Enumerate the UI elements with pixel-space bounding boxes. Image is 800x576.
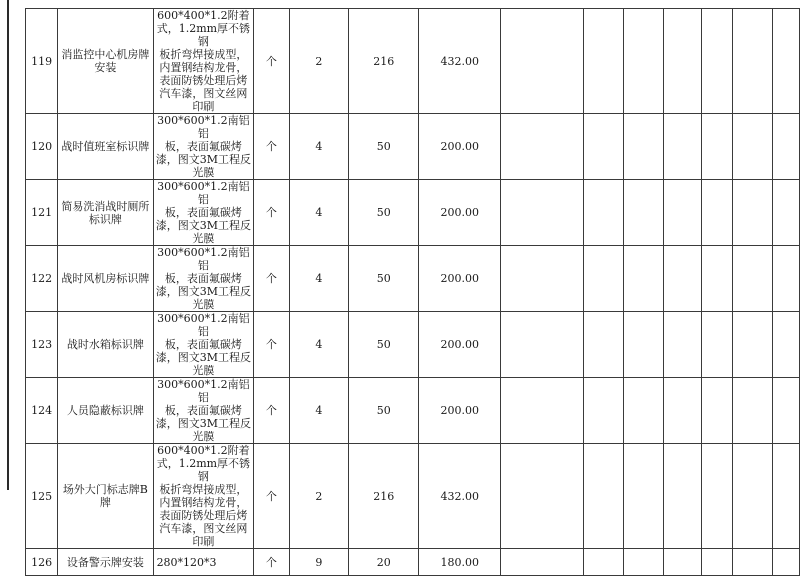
item-name: 人员隐蔽标识牌 <box>58 378 153 444</box>
empty-cell <box>772 444 799 549</box>
empty-cell <box>702 9 733 114</box>
empty-cell <box>664 549 702 576</box>
empty-cell <box>583 549 623 576</box>
row-index: 123 <box>26 312 58 378</box>
empty-cell <box>583 180 623 246</box>
empty-cell <box>732 378 772 444</box>
item-unit-price: 50 <box>349 114 419 180</box>
item-quantity: 4 <box>289 180 349 246</box>
empty-cell <box>501 312 584 378</box>
item-total: 180.00 <box>419 549 501 576</box>
row-index: 124 <box>26 378 58 444</box>
item-spec: 300*600*1.2南铝铝 板，表面氟碳烤 漆，图文3M工程反 光膜 <box>153 312 254 378</box>
row-index: 120 <box>26 114 58 180</box>
item-unit-price: 216 <box>349 9 419 114</box>
table-row <box>26 312 800 378</box>
item-total: 200.00 <box>419 378 501 444</box>
empty-cell <box>501 9 584 114</box>
empty-cell <box>732 549 772 576</box>
empty-cell <box>624 180 664 246</box>
row-index: 121 <box>26 180 58 246</box>
item-unit-price: 50 <box>349 246 419 312</box>
empty-cell <box>501 549 584 576</box>
empty-cell <box>732 246 772 312</box>
empty-cell <box>772 549 799 576</box>
empty-cell <box>664 9 702 114</box>
item-unit-price: 50 <box>349 378 419 444</box>
item-quantity: 2 <box>289 9 349 114</box>
item-unit: 个 <box>254 312 289 378</box>
empty-cell <box>702 444 733 549</box>
item-quantity: 4 <box>289 312 349 378</box>
item-spec: 280*120*3 <box>153 549 254 576</box>
item-total: 200.00 <box>419 180 501 246</box>
item-quantity: 4 <box>289 114 349 180</box>
item-unit-price: 50 <box>349 312 419 378</box>
item-total: 200.00 <box>419 312 501 378</box>
item-name: 简易洗消战时厕所标识牌 <box>58 180 153 246</box>
empty-cell <box>664 180 702 246</box>
empty-cell <box>732 9 772 114</box>
bill-of-quantities-table <box>25 8 800 576</box>
empty-cell <box>501 444 584 549</box>
empty-cell <box>772 180 799 246</box>
item-total: 432.00 <box>419 9 501 114</box>
item-total: 200.00 <box>419 246 501 312</box>
empty-cell <box>624 312 664 378</box>
item-name: 战时水箱标识牌 <box>58 312 153 378</box>
empty-cell <box>624 9 664 114</box>
item-quantity: 2 <box>289 444 349 549</box>
empty-cell <box>624 378 664 444</box>
item-spec: 300*600*1.2南铝铝 板，表面氟碳烤 漆，图文3M工程反 光膜 <box>153 180 254 246</box>
empty-cell <box>501 180 584 246</box>
empty-cell <box>702 312 733 378</box>
empty-cell <box>772 9 799 114</box>
item-spec: 600*400*1.2附着 式，1.2mm厚不锈钢 板折弯焊接成型， 内置钢结构龙骨， 表面防锈处理后烤 汽车漆，图文丝网 印刷 <box>153 9 254 114</box>
empty-cell <box>583 9 623 114</box>
item-unit: 个 <box>254 549 289 576</box>
scan-edge-line <box>7 0 9 490</box>
item-name: 设备警示牌安装 <box>58 549 153 576</box>
table-row <box>26 444 800 549</box>
item-name: 场外大门标志牌B牌 <box>58 444 153 549</box>
item-spec: 300*600*1.2南铝铝 板，表面氟碳烤 漆，图文3M工程反 光膜 <box>153 114 254 180</box>
empty-cell <box>583 378 623 444</box>
empty-cell <box>772 312 799 378</box>
item-unit: 个 <box>254 114 289 180</box>
empty-cell <box>624 444 664 549</box>
item-unit: 个 <box>254 378 289 444</box>
item-unit: 个 <box>254 9 289 114</box>
item-unit: 个 <box>254 444 289 549</box>
empty-cell <box>664 246 702 312</box>
empty-cell <box>664 378 702 444</box>
empty-cell <box>732 180 772 246</box>
item-spec: 600*400*1.2附着 式，1.2mm厚不锈钢 板折弯焊接成型， 内置钢结构龙骨， 表面防锈处理后烤 汽车漆，图文丝网 印刷 <box>153 444 254 549</box>
item-quantity: 9 <box>289 549 349 576</box>
table-row <box>26 114 800 180</box>
item-quantity: 4 <box>289 246 349 312</box>
table-row <box>26 180 800 246</box>
empty-cell <box>772 114 799 180</box>
item-total: 200.00 <box>419 114 501 180</box>
item-unit: 个 <box>254 180 289 246</box>
row-index: 126 <box>26 549 58 576</box>
item-total: 432.00 <box>419 444 501 549</box>
empty-cell <box>583 312 623 378</box>
empty-cell <box>664 444 702 549</box>
table-row <box>26 246 800 312</box>
empty-cell <box>664 114 702 180</box>
item-unit-price: 50 <box>349 180 419 246</box>
item-unit-price: 216 <box>349 444 419 549</box>
empty-cell <box>624 114 664 180</box>
empty-cell <box>583 246 623 312</box>
empty-cell <box>732 444 772 549</box>
item-name: 战时值班室标识牌 <box>58 114 153 180</box>
row-index: 125 <box>26 444 58 549</box>
item-unit-price: 20 <box>349 549 419 576</box>
row-index: 119 <box>26 9 58 114</box>
empty-cell <box>702 378 733 444</box>
empty-cell <box>772 378 799 444</box>
empty-cell <box>501 246 584 312</box>
item-name: 战时风机房标识牌 <box>58 246 153 312</box>
item-quantity: 4 <box>289 378 349 444</box>
empty-cell <box>702 114 733 180</box>
item-spec: 300*600*1.2南铝铝 板，表面氟碳烤 漆，图文3M工程反 光膜 <box>153 378 254 444</box>
item-unit: 个 <box>254 246 289 312</box>
empty-cell <box>732 312 772 378</box>
table-row <box>26 549 800 576</box>
row-index: 122 <box>26 246 58 312</box>
empty-cell <box>583 444 623 549</box>
empty-cell <box>702 549 733 576</box>
empty-cell <box>501 378 584 444</box>
empty-cell <box>732 114 772 180</box>
empty-cell <box>624 549 664 576</box>
empty-cell <box>501 114 584 180</box>
item-name: 消监控中心机房牌安装 <box>58 9 153 114</box>
empty-cell <box>664 312 702 378</box>
empty-cell <box>772 246 799 312</box>
item-spec: 300*600*1.2南铝铝 板，表面氟碳烤 漆，图文3M工程反 光膜 <box>153 246 254 312</box>
table-row <box>26 378 800 444</box>
empty-cell <box>624 246 664 312</box>
empty-cell <box>702 246 733 312</box>
table-row <box>26 9 800 114</box>
empty-cell <box>583 114 623 180</box>
empty-cell <box>702 180 733 246</box>
